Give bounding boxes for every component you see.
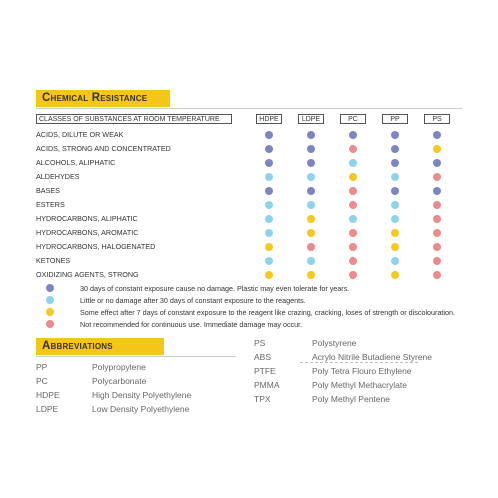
rating-cell — [248, 183, 290, 197]
abbreviation-item — [36, 360, 191, 374]
chemical-resistance-rule — [36, 108, 462, 109]
substance-label: HYDROCARBONS, HALOGENATED — [36, 241, 156, 251]
substance-label: HYDROCARBONS, AROMATIC — [36, 227, 139, 237]
rating-cell — [416, 197, 458, 211]
rating-dot-blue — [391, 159, 399, 167]
abbreviations-title: Abbreviations — [36, 338, 164, 355]
rating-dot-blue — [307, 159, 315, 167]
rating-cell — [374, 239, 416, 253]
abbreviation-value: Low Density Polyethylene — [92, 404, 190, 414]
rating-cell — [332, 197, 374, 211]
abbreviations-right-list — [254, 336, 432, 406]
rating-cell — [416, 183, 458, 197]
abbreviation-value: Polycarbonate — [92, 376, 147, 386]
abbreviation-item — [36, 402, 191, 416]
rating-cell — [416, 155, 458, 169]
rating-dot-light — [349, 159, 357, 167]
table-header-row — [36, 111, 458, 127]
abbreviation-key: PP — [36, 362, 48, 372]
abbreviation-value: Poly Tetra Flouro Ethylene — [312, 366, 412, 376]
abbreviation-value: High Density Polyethylene — [92, 390, 192, 400]
rating-dot-yellow — [391, 243, 399, 251]
legend-item — [36, 282, 455, 294]
rating-cell — [332, 253, 374, 267]
rating-dot-red — [349, 257, 357, 265]
rating-cell — [416, 267, 458, 281]
rating-dot-yellow — [307, 271, 315, 279]
rating-cell — [374, 183, 416, 197]
rating-dot-light — [265, 173, 273, 181]
abbreviation-value: Polystyrene — [312, 338, 357, 348]
rating-dot-blue — [307, 187, 315, 195]
rating-dot-light — [265, 215, 273, 223]
table-row — [36, 211, 458, 225]
rating-dot-light — [265, 229, 273, 237]
substance-label: ALDEHYDES — [36, 171, 80, 181]
abbreviation-key: ABS — [254, 352, 272, 362]
abbreviation-value: Acrylo Nitrile Butadiene Styrene — [312, 352, 433, 362]
rating-cell — [248, 155, 290, 169]
rating-cell — [332, 127, 374, 141]
table-row — [36, 239, 458, 253]
table-row — [36, 183, 458, 197]
legend-item — [36, 294, 455, 306]
rating-cell — [290, 183, 332, 197]
substance-label: ALCOHOLS, ALIPHATIC — [36, 157, 116, 167]
abbreviation-key: TPX — [254, 394, 271, 404]
rating-cell — [248, 197, 290, 211]
column-header: HDPE — [256, 114, 282, 124]
rating-dot-blue — [265, 159, 273, 167]
rating-dot-yellow — [307, 229, 315, 237]
rating-cell — [374, 155, 416, 169]
rating-cell — [332, 211, 374, 225]
rating-dot-light — [307, 201, 315, 209]
column-header: LDPE — [298, 114, 324, 124]
rating-cell — [248, 141, 290, 155]
rating-dot-red — [349, 187, 357, 195]
rating-cell — [248, 239, 290, 253]
rating-dot-blue — [265, 145, 273, 153]
rating-cell — [290, 239, 332, 253]
rating-cell — [290, 267, 332, 281]
rating-cell — [416, 127, 458, 141]
abbreviation-key: HDPE — [36, 390, 60, 400]
rating-dot-yellow — [391, 271, 399, 279]
rating-cell — [374, 169, 416, 183]
rating-dot-red — [433, 257, 441, 265]
rating-cell — [374, 141, 416, 155]
table-row — [36, 267, 458, 281]
abbreviations-rule — [36, 356, 236, 357]
rating-cell — [416, 169, 458, 183]
rating-cell — [290, 141, 332, 155]
header-label: CLASSES OF SUBSTANCES AT ROOM TEMPERATURE — [36, 114, 232, 124]
substance-label: KETONES — [36, 255, 71, 265]
substance-label: HYDROCARBONS, ALIPHATIC — [36, 213, 138, 223]
legend-text: 30 days of constant exposure cause no damage. Plastic may even tolerate for years. — [80, 283, 350, 293]
rating-cell — [248, 169, 290, 183]
abbreviation-key: PC — [36, 376, 48, 386]
substance-label: ESTERS — [36, 199, 65, 209]
abbreviation-item — [36, 388, 191, 402]
rating-dot-light — [265, 201, 273, 209]
rating-dot-light — [307, 257, 315, 265]
legend-text: Some effect after 7 days of constant exposure to the reagent like crazing, cracking, loses of strength or discolouration. — [80, 307, 456, 317]
substance-label: BASES — [36, 185, 60, 195]
legend-dot-red — [46, 320, 54, 328]
table-row — [36, 253, 458, 267]
rating-dot-blue — [433, 187, 441, 195]
rating-dot-red — [349, 145, 357, 153]
rating-cell — [374, 253, 416, 267]
abbreviations-divider — [300, 362, 418, 363]
rating-cell — [248, 253, 290, 267]
column-header: PC — [340, 114, 366, 124]
rating-dot-blue — [307, 131, 315, 139]
rating-dot-light — [307, 173, 315, 181]
rating-cell — [374, 197, 416, 211]
rating-cell — [332, 155, 374, 169]
rating-cell — [332, 183, 374, 197]
rating-dot-yellow — [433, 145, 441, 153]
rating-dot-light — [265, 257, 273, 265]
rating-cell — [290, 211, 332, 225]
rating-dot-red — [349, 201, 357, 209]
rating-dot-red — [349, 243, 357, 251]
rating-dot-blue — [433, 131, 441, 139]
substance-label: ACIDS, STRONG AND CONCENTRATED — [36, 143, 171, 153]
rating-cell — [374, 267, 416, 281]
resistance-table — [36, 111, 458, 281]
rating-cell — [290, 155, 332, 169]
abbreviation-value: Poly Methyl Methacrylate — [312, 380, 407, 390]
abbreviation-key: PTFE — [254, 366, 276, 376]
table-row — [36, 169, 458, 183]
rating-cell — [332, 239, 374, 253]
rating-legend — [36, 282, 455, 330]
abbreviation-item — [254, 364, 432, 378]
abbreviation-value: Poly Methyl Pentene — [312, 394, 390, 404]
abbreviation-item — [36, 374, 191, 388]
rating-dot-red — [433, 215, 441, 223]
rating-dot-yellow — [265, 243, 273, 251]
rating-cell — [416, 225, 458, 239]
rating-dot-red — [433, 243, 441, 251]
table-row — [36, 197, 458, 211]
rating-cell — [416, 239, 458, 253]
abbreviation-item — [254, 336, 432, 350]
rating-dot-yellow — [307, 215, 315, 223]
rating-dot-red — [307, 243, 315, 251]
rating-cell — [248, 267, 290, 281]
rating-cell — [416, 141, 458, 155]
abbreviation-item — [254, 392, 432, 406]
rating-cell — [374, 225, 416, 239]
rating-dot-light — [349, 215, 357, 223]
abbreviation-item — [254, 378, 432, 392]
rating-dot-light — [391, 173, 399, 181]
substance-label: OXIDIZING AGENTS, STRONG — [36, 269, 139, 279]
rating-cell — [290, 169, 332, 183]
rating-dot-red — [433, 271, 441, 279]
rating-dot-yellow — [349, 173, 357, 181]
legend-text: Little or no damage after 30 days of constant exposure to the reagents. — [80, 295, 306, 305]
rating-cell — [332, 225, 374, 239]
rating-dot-red — [349, 229, 357, 237]
legend-dot-yellow — [46, 308, 54, 316]
rating-dot-light — [391, 215, 399, 223]
rating-dot-yellow — [391, 229, 399, 237]
rating-dot-yellow — [265, 271, 273, 279]
abbreviations-left-list — [36, 360, 191, 416]
rating-dot-blue — [391, 145, 399, 153]
table-row — [36, 225, 458, 239]
rating-cell — [290, 197, 332, 211]
substance-label: ACIDS, DILUTE OR WEAK — [36, 129, 124, 139]
rating-dot-blue — [265, 187, 273, 195]
abbreviation-key: PMMA — [254, 380, 280, 390]
legend-dot-light — [46, 296, 54, 304]
abbreviation-value: Polypropylene — [92, 362, 146, 372]
rating-cell — [332, 169, 374, 183]
rating-cell — [248, 127, 290, 141]
rating-dot-blue — [349, 131, 357, 139]
rating-cell — [290, 127, 332, 141]
abbreviation-key: LDPE — [36, 404, 59, 414]
column-header: PP — [382, 114, 408, 124]
rating-cell — [248, 211, 290, 225]
column-header: PS — [424, 114, 450, 124]
rating-cell — [332, 267, 374, 281]
rating-cell — [290, 225, 332, 239]
rating-cell — [374, 127, 416, 141]
rating-dot-blue — [307, 145, 315, 153]
abbreviation-key: PS — [254, 338, 266, 348]
rating-dot-red — [349, 271, 357, 279]
rating-dot-blue — [391, 187, 399, 195]
rating-dot-red — [433, 173, 441, 181]
rating-dot-light — [391, 257, 399, 265]
rating-dot-blue — [433, 159, 441, 167]
rating-cell — [374, 211, 416, 225]
chemical-resistance-title: Chemical Resistance — [36, 90, 170, 107]
legend-text: Not recommended for continuous use. Immediate damage may occur. — [80, 319, 303, 329]
table-row — [36, 127, 458, 141]
rating-dot-red — [433, 201, 441, 209]
legend-item — [36, 318, 455, 330]
rating-dot-red — [433, 229, 441, 237]
rating-dot-light — [391, 201, 399, 209]
rating-dot-blue — [391, 131, 399, 139]
rating-cell — [416, 253, 458, 267]
legend-dot-blue — [46, 284, 54, 292]
rating-cell — [248, 225, 290, 239]
legend-item — [36, 306, 455, 318]
rating-cell — [290, 253, 332, 267]
rating-cell — [332, 141, 374, 155]
table-row — [36, 141, 458, 155]
rating-dot-blue — [265, 131, 273, 139]
table-row — [36, 155, 458, 169]
rating-cell — [416, 211, 458, 225]
